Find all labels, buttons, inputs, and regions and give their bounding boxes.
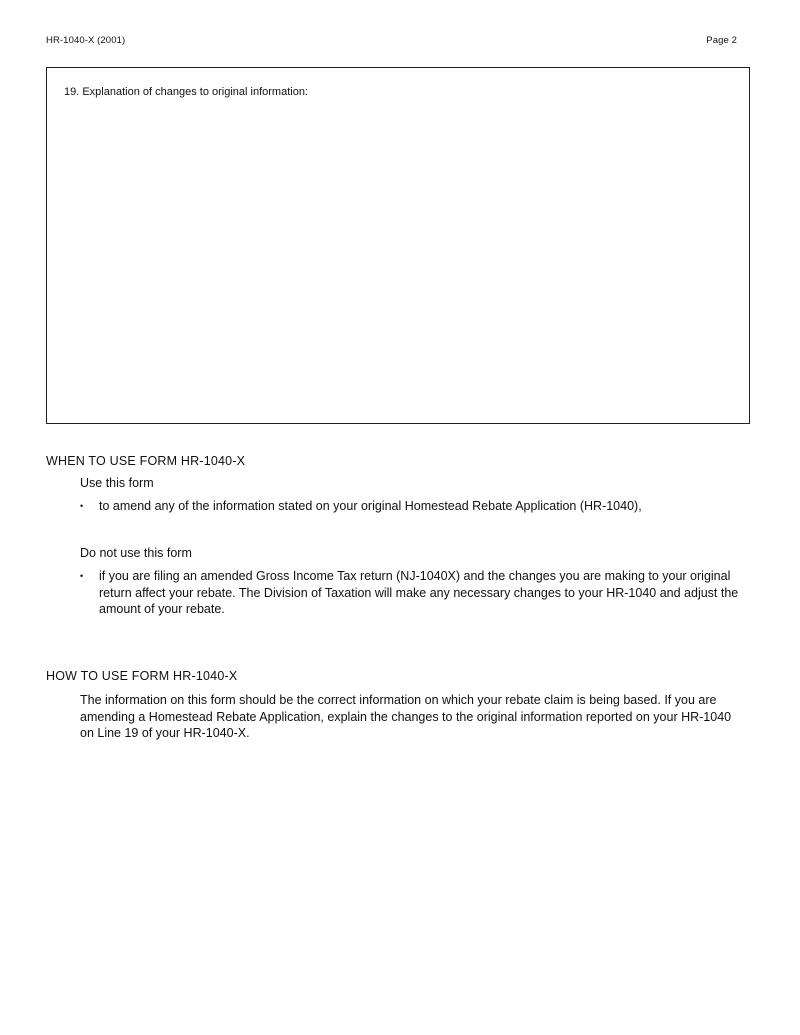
bullet-icon: •	[80, 501, 84, 511]
do-not-use-bullet-text: if you are filing an amended Gross Income Tax return (NJ-1040X) and the changes you are making to your original return affect your rebate. The Division of Taxation will make any necessary changes to your HR-1040 and adjust the amount of your rebate.	[99, 569, 739, 616]
explanation-box[interactable]	[46, 67, 750, 424]
do-not-use-label: Do not use this form	[80, 546, 192, 560]
how-to-use-paragraph: The information on this form should be the correct information on which your rebate claim is being based. If you are amending a Homestead Rebate Application, explain the changes to the original information reported on your HR-1040 on Line 19 of your HR-1040-X.	[80, 693, 732, 740]
page-number: Page 2	[706, 35, 737, 46]
use-this-form-label: Use this form	[80, 476, 154, 490]
how-to-use-heading: HOW TO USE FORM HR-1040-X	[46, 669, 238, 683]
use-bullet-text: to amend any of the information stated on your original Homestead Rebate Application (HR-1040),	[99, 499, 642, 513]
when-to-use-heading: WHEN TO USE FORM HR-1040-X	[46, 454, 246, 468]
form-id: HR-1040-X (2001)	[46, 35, 126, 46]
explanation-label: 19. Explanation of changes to original information:	[64, 86, 308, 98]
bullet-icon: •	[80, 571, 84, 581]
